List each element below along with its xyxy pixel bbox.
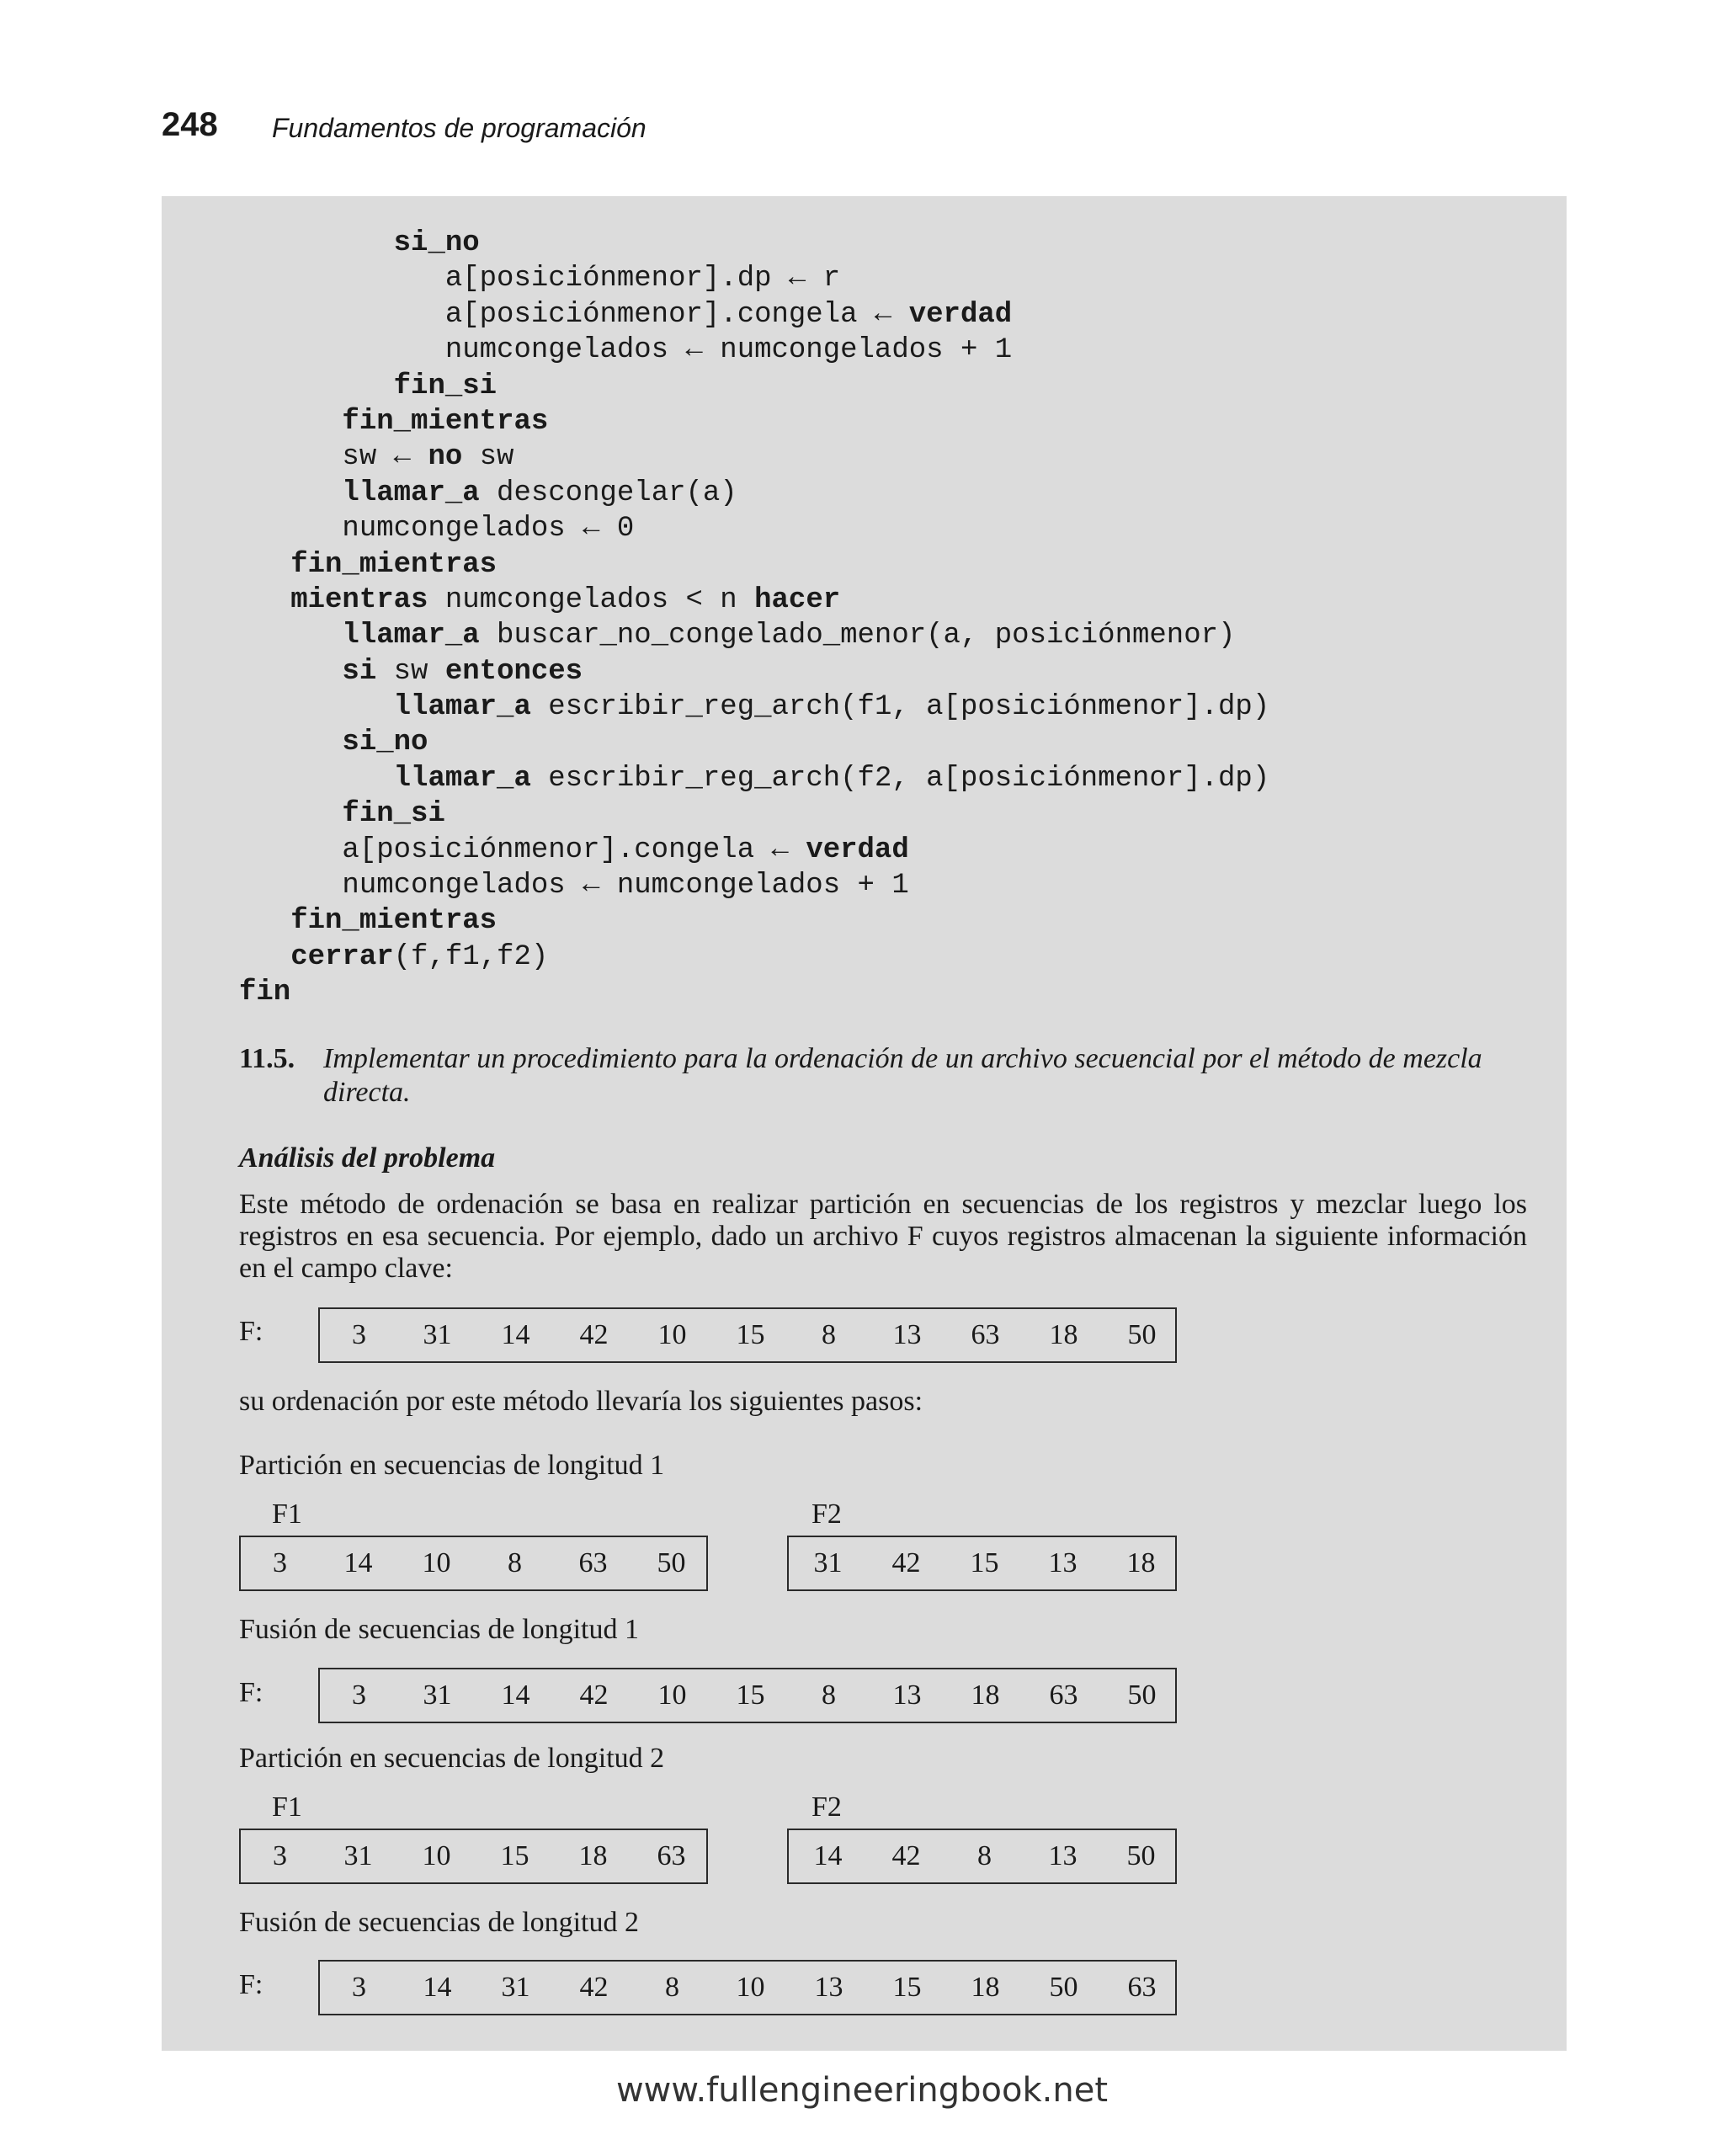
code-line bbox=[239, 833, 1269, 868]
record-key: 10 bbox=[736, 1972, 765, 2003]
record-key: 3 bbox=[352, 1319, 366, 1350]
running-title: Fundamentos de programación bbox=[272, 113, 646, 143]
code-keyword: cerrar bbox=[290, 940, 394, 973]
code-text: sw bbox=[376, 655, 445, 688]
record-key: 15 bbox=[970, 1547, 999, 1578]
record-key: 42 bbox=[579, 1972, 609, 2003]
code-text bbox=[239, 477, 342, 509]
record-key: 50 bbox=[1127, 1680, 1157, 1711]
code-keyword: hacer bbox=[754, 583, 841, 616]
code-text bbox=[239, 691, 394, 723]
analysis-paragraph: Este método de ordenación se basa en realizar partición en secuencias de los registros y mezclar luego los registros en esa secuencia. Por ejemplo, dado un archivo F cuyos registros almacenan la siguiente información en el campo clave: bbox=[239, 1189, 1527, 1284]
record-key: 63 bbox=[657, 1840, 686, 1871]
record-key: 10 bbox=[657, 1680, 687, 1711]
code-text bbox=[239, 549, 290, 581]
fusion1-row bbox=[318, 1668, 1177, 1723]
record-key: 3 bbox=[273, 1840, 287, 1871]
record-key: 14 bbox=[501, 1319, 530, 1350]
code-text: buscar_no_congelado_menor(a, posiciónmenor) bbox=[479, 620, 1236, 652]
f-label: F: bbox=[239, 1316, 263, 1347]
pseudocode-block bbox=[239, 226, 1269, 1011]
partition2-f2-row bbox=[787, 1829, 1177, 1884]
record-key: 10 bbox=[422, 1840, 451, 1871]
record-key: 8 bbox=[822, 1319, 836, 1350]
record-key: 63 bbox=[578, 1547, 608, 1578]
partition2-f1-label: F1 bbox=[272, 1791, 302, 1823]
analysis-heading: Análisis del problema bbox=[239, 1142, 496, 1174]
record-key: 10 bbox=[657, 1319, 687, 1350]
record-key: 50 bbox=[1126, 1840, 1156, 1871]
record-key: 13 bbox=[1048, 1547, 1078, 1578]
record-key: 14 bbox=[343, 1547, 373, 1578]
code-text: sw bbox=[462, 441, 514, 474]
record-key: 42 bbox=[579, 1319, 609, 1350]
code-keyword: fin bbox=[239, 977, 291, 1009]
code-line bbox=[239, 297, 1269, 333]
record-key: 42 bbox=[579, 1680, 609, 1711]
code-keyword: no bbox=[428, 441, 463, 474]
code-keyword: llamar_a bbox=[393, 691, 531, 724]
record-key: 18 bbox=[578, 1840, 608, 1871]
exercise-text: Implementar un procedimiento para la ordenación de un archivo secuencial por el método de mezcla directa. bbox=[323, 1043, 1482, 1108]
code-keyword: mientras bbox=[290, 583, 428, 616]
record-key: 13 bbox=[814, 1972, 843, 2003]
code-text bbox=[239, 620, 342, 652]
fusion2-row bbox=[318, 1960, 1177, 2015]
code-keyword: entonces bbox=[444, 655, 583, 688]
record-key: 3 bbox=[273, 1547, 287, 1578]
code-line bbox=[239, 369, 1269, 404]
code-text: a[posiciónmenor].congela ← bbox=[239, 298, 909, 331]
record-key: 15 bbox=[892, 1972, 922, 2003]
record-key: 42 bbox=[891, 1547, 921, 1578]
partition2-f2-label: F2 bbox=[811, 1791, 842, 1823]
record-key: 42 bbox=[891, 1840, 921, 1871]
code-keyword: verdad bbox=[806, 833, 909, 866]
code-keyword: llamar_a bbox=[342, 476, 480, 509]
code-keyword: verdad bbox=[908, 298, 1013, 331]
partition2-f1-row bbox=[239, 1829, 708, 1884]
code-text: numcongelados ← 0 bbox=[239, 513, 635, 546]
code-line bbox=[239, 404, 1269, 439]
code-text: numcongelados ← numcongelados + 1 bbox=[239, 870, 909, 902]
code-text bbox=[239, 798, 342, 830]
code-text bbox=[239, 941, 290, 973]
code-text: escribir_reg_arch(f1, a[posiciónmenor].dp) bbox=[530, 691, 1270, 724]
code-text bbox=[239, 406, 342, 438]
record-key: 63 bbox=[1049, 1680, 1078, 1711]
code-keyword: fin_si bbox=[393, 370, 498, 402]
record-key: 31 bbox=[423, 1319, 452, 1350]
code-keyword: si_no bbox=[342, 727, 428, 759]
record-key: 8 bbox=[822, 1680, 836, 1711]
code-keyword: si bbox=[342, 655, 377, 688]
code-line bbox=[239, 226, 1269, 261]
record-key: 13 bbox=[892, 1680, 922, 1711]
code-line bbox=[239, 654, 1269, 689]
record-key: 31 bbox=[813, 1547, 843, 1578]
code-keyword: fin_mientras bbox=[290, 905, 498, 938]
partition1-f1-row bbox=[239, 1536, 708, 1591]
code-keyword: fin_si bbox=[342, 798, 445, 831]
fusion2-f-label: F: bbox=[239, 1969, 263, 2000]
page-number: 248 bbox=[162, 106, 218, 143]
code-line bbox=[239, 796, 1269, 832]
code-text: numcongelados < n bbox=[428, 583, 755, 616]
footer-url: www.fullengineeringbook.net bbox=[615, 2071, 1109, 2110]
record-key: 3 bbox=[352, 1680, 366, 1711]
record-key: 18 bbox=[971, 1680, 1000, 1711]
fusion1-title: Fusión de secuencias de longitud 1 bbox=[239, 1614, 639, 1645]
code-text: a[posiciónmenor].congela ← bbox=[239, 833, 806, 866]
code-line bbox=[239, 511, 1269, 546]
partition2-title: Partición en secuencias de longitud 2 bbox=[239, 1743, 665, 1774]
record-key: 3 bbox=[352, 1972, 366, 2003]
code-text: sw ← bbox=[239, 441, 428, 474]
partition1-f1-label: F1 bbox=[272, 1499, 302, 1530]
exercise-number: 11.5. bbox=[239, 1043, 295, 1074]
record-key: 15 bbox=[500, 1840, 529, 1871]
code-keyword: si_no bbox=[393, 227, 480, 259]
record-key: 31 bbox=[423, 1680, 452, 1711]
record-key: 8 bbox=[508, 1547, 522, 1578]
code-text bbox=[239, 763, 394, 795]
record-key: 63 bbox=[971, 1319, 1000, 1350]
code-text: escribir_reg_arch(f2, a[posiciónmenor].dp) bbox=[530, 762, 1270, 795]
code-line bbox=[239, 261, 1269, 296]
code-keyword: llamar_a bbox=[393, 762, 531, 795]
record-key: 15 bbox=[736, 1319, 765, 1350]
code-text bbox=[239, 584, 290, 616]
partition1-title: Partición en secuencias de longitud 1 bbox=[239, 1450, 665, 1481]
code-text: descongelar(a) bbox=[479, 476, 737, 509]
record-key: 18 bbox=[971, 1972, 1000, 2003]
record-key: 8 bbox=[665, 1972, 679, 2003]
code-line bbox=[239, 547, 1269, 583]
code-keyword: llamar_a bbox=[342, 620, 480, 652]
code-text bbox=[239, 727, 342, 759]
record-key: 14 bbox=[813, 1840, 843, 1871]
code-text: (f,f1,f2) bbox=[393, 940, 549, 973]
code-line bbox=[239, 725, 1269, 760]
record-key: 14 bbox=[501, 1680, 530, 1711]
code-line bbox=[239, 940, 1269, 975]
code-line bbox=[239, 903, 1269, 939]
code-text: numcongelados ← numcongelados + 1 bbox=[239, 334, 1013, 367]
code-line bbox=[239, 868, 1269, 903]
code-keyword: fin_mientras bbox=[342, 405, 549, 438]
record-key: 15 bbox=[736, 1680, 765, 1711]
code-line bbox=[239, 761, 1269, 796]
code-line bbox=[239, 439, 1269, 475]
record-key: 63 bbox=[1127, 1972, 1157, 2003]
code-text bbox=[239, 656, 342, 688]
code-keyword: fin_mientras bbox=[290, 548, 498, 581]
code-line bbox=[239, 975, 1269, 1010]
record-key: 13 bbox=[1048, 1840, 1078, 1871]
record-key: 14 bbox=[423, 1972, 452, 2003]
code-line bbox=[239, 333, 1269, 368]
code-line bbox=[239, 618, 1269, 653]
record-key: 8 bbox=[977, 1840, 992, 1871]
record-key: 18 bbox=[1049, 1319, 1078, 1350]
steps-intro: su ordenación por este método llevaría los siguientes pasos: bbox=[239, 1386, 923, 1417]
code-text bbox=[239, 905, 290, 937]
partition1-f2-row bbox=[787, 1536, 1177, 1591]
record-key: 13 bbox=[892, 1319, 922, 1350]
fusion2-title: Fusión de secuencias de longitud 2 bbox=[239, 1907, 639, 1938]
partition1-f2-label: F2 bbox=[811, 1499, 842, 1530]
record-key: 31 bbox=[343, 1840, 373, 1871]
record-key: 50 bbox=[657, 1547, 686, 1578]
record-key: 50 bbox=[1049, 1972, 1078, 2003]
record-key: 50 bbox=[1127, 1319, 1157, 1350]
initial-file-row bbox=[318, 1307, 1177, 1363]
record-key: 10 bbox=[422, 1547, 451, 1578]
code-text bbox=[239, 227, 394, 259]
code-line bbox=[239, 689, 1269, 725]
code-line bbox=[239, 583, 1269, 618]
code-text bbox=[239, 370, 394, 402]
record-key: 31 bbox=[501, 1972, 530, 2003]
code-line bbox=[239, 476, 1269, 511]
code-text: a[posiciónmenor].dp ← r bbox=[239, 263, 841, 295]
fusion1-f-label: F: bbox=[239, 1677, 263, 1708]
record-key: 18 bbox=[1126, 1547, 1156, 1578]
